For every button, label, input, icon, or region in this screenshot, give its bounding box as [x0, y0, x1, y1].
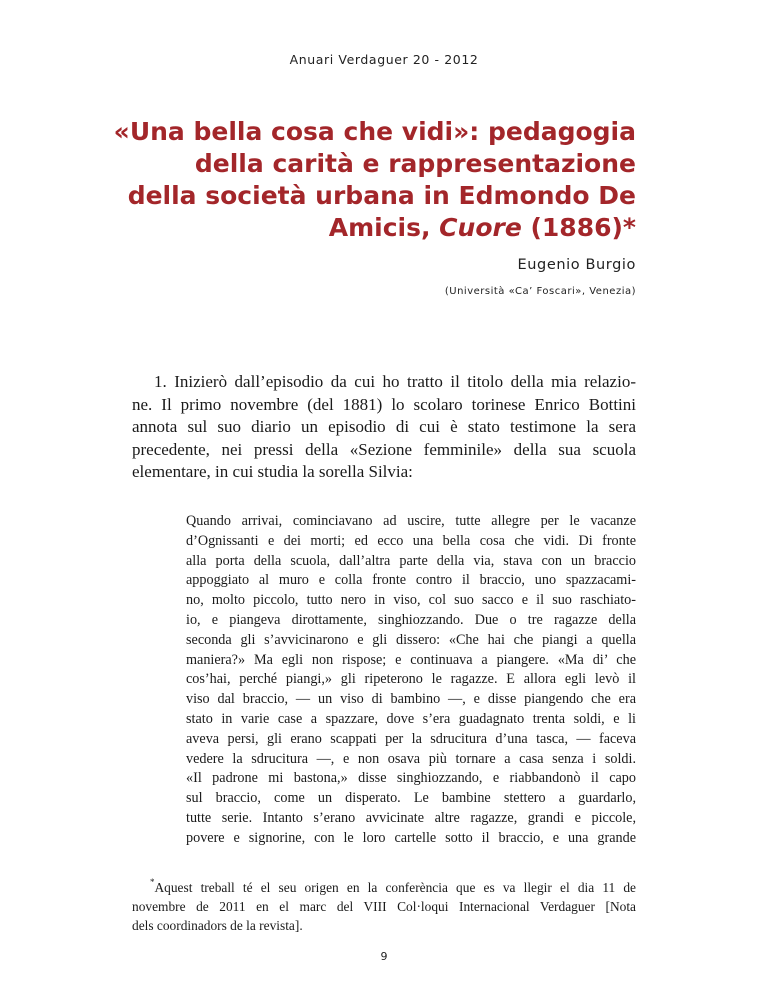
title-suffix: (1886)* [521, 213, 636, 242]
footnote [132, 878, 636, 935]
quote-line: «Il padrone mi bastona,» disse singhiozzando, e riabbandonò il capo [186, 770, 636, 787]
quote-line: cos’hai, perché piangi,» gli ripeterono le ragazze. E allora egli levò il [186, 671, 636, 688]
body-line: ne. Il primo novembre (del 1881) lo scolaro torinese Enrico Bottini [132, 394, 636, 414]
body-paragraph [132, 371, 636, 484]
title-line: «Una bella cosa che vidi»: pedagogia [113, 117, 636, 146]
page-number: 9 [380, 950, 388, 963]
title-line-last [110, 212, 636, 244]
quote-line: viso dal braccio, — un viso di bambino —, e disse piangendo che era [186, 691, 636, 708]
body-line: precedente, nei pressi della «Sezione femminile» della sua scuola [132, 439, 636, 459]
title-line: della società urbana in Edmondo De [127, 181, 636, 210]
quote-line: appoggiato al muro e colla fronte contro il braccio, uno spazzacami- [186, 572, 636, 589]
block-quote [186, 512, 636, 849]
quote-line: seconda gli s’avvicinarono e gli dissero: «Che hai che piangi a quella [186, 631, 636, 648]
quote-line: alla porta della scuola, dall’altra parte della via, stava con un braccio [186, 552, 636, 569]
author-name: Eugenio Burgio [517, 257, 636, 273]
quote-line: aveva persi, gli erano scappati per la sdrucitura d’una tasca, — faceva [186, 730, 636, 747]
quote-line: stato in varie case a spazzare, dove s’era guadagnato trenta soldi, e li [186, 710, 636, 727]
body-line: 1. Inizierò dall’episodio da cui ho tratto il titolo della mia relazio- [154, 372, 636, 391]
footnote-text: Aquest treball té el seu origen en la conferència que es va llegir el dia 11 de [154, 880, 636, 895]
quote-line: povere e signorine, con le loro cartelle sotto il braccio, e una grande [186, 829, 636, 846]
quote-line: Quando arrivai, cominciavano ad uscire, tutte allegre per le vacanze [186, 513, 636, 529]
title-italic-work: Cuore [439, 213, 522, 242]
title-line: della carità e rappresentazione [194, 149, 636, 178]
body-line: annota sul suo diario un episodio di cui è stato testimone la sera [132, 417, 636, 437]
quote-line: vedere la sdrucitura —, e non osava più tornare a casa senza i soldi. [186, 750, 636, 767]
quote-line: no, molto piccolo, tutto nero in viso, col suo sacco e il suo raschiato- [186, 592, 636, 609]
quote-line: io, e piangeva dirottamente, singhiozzando. Due o tre ragazze della [186, 611, 636, 628]
footnote-marker: * [150, 877, 155, 887]
running-header: Anuari Verdaguer 20 - 2012 [289, 52, 479, 67]
title-prefix: Amicis, [328, 213, 440, 242]
quote-line: tutte serie. Intanto s’erano avvicinate altre ragazze, grandi e piccole, [186, 809, 636, 826]
quote-line: maniera?» Ma egli non rispose; e continuava a piangere. «Ma di’ che [186, 651, 636, 668]
body-line: elementare, in cui studia la sorella Silvia: [132, 462, 413, 482]
author-affiliation: (Università «Ca’ Foscari», Venezia) [444, 286, 636, 297]
footnote-line: novembre de 2011 en el marc del VIII Col·loqui Internacional Verdaguer [Nota [132, 899, 636, 914]
quote-line: d’Ognissanti e dei morti; ed ecco una bella cosa che vidi. Di fronte [186, 532, 636, 549]
footnote-line [132, 878, 636, 897]
footnote-line: dels coordinadors de la revista]. [132, 918, 303, 933]
quote-line: sul braccio, come un disperato. Le bambine stettero a guardarlo, [186, 790, 636, 807]
article-title [110, 116, 636, 244]
